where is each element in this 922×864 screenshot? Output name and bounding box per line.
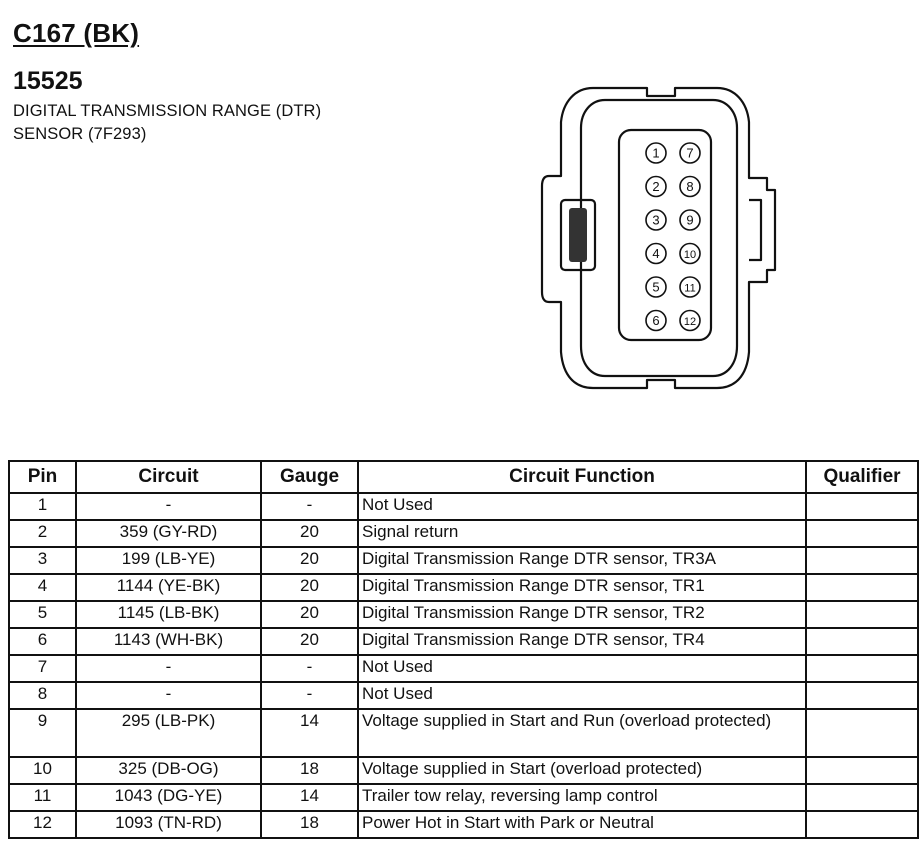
cell-gauge: 20 [261, 628, 358, 655]
table-row [9, 682, 918, 709]
connector-id: C167 (BK) [13, 18, 140, 48]
cell-function: Signal return [358, 520, 806, 547]
table-row [9, 655, 918, 682]
cell-circuit: 1145 (LB-BK) [76, 601, 261, 628]
description-line-2: SENSOR (7F293) [13, 125, 147, 143]
cell-gauge: 14 [261, 709, 358, 757]
cell-circuit: 295 (LB-PK) [76, 709, 261, 757]
cell-circuit: 199 (LB-YE) [76, 547, 261, 574]
pinout-table [8, 460, 919, 839]
cell-circuit: 1093 (TN-RD) [76, 811, 261, 838]
cell-pin: 5 [9, 601, 76, 628]
cell-qualifier [806, 682, 918, 709]
cell-function: Not Used [358, 655, 806, 682]
cell-circuit: 1143 (WH-BK) [76, 628, 261, 655]
pin-marker-6 [646, 311, 666, 331]
cell-gauge: - [261, 682, 358, 709]
table-row [9, 574, 918, 601]
cell-qualifier [806, 520, 918, 547]
cell-qualifier [806, 601, 918, 628]
pin-marker-label: 10 [683, 249, 697, 261]
cell-pin: 2 [9, 520, 76, 547]
pin-marker-12 [680, 311, 700, 331]
pin-marker-label: 5 [652, 279, 660, 295]
cell-function: Trailer tow relay, reversing lamp control [358, 784, 806, 811]
cell-circuit: 359 (GY-RD) [76, 520, 261, 547]
cell-gauge: 20 [261, 601, 358, 628]
pin-marker-9 [680, 210, 700, 230]
cell-pin: 7 [9, 655, 76, 682]
cell-qualifier [806, 655, 918, 682]
header-pin: Pin [9, 461, 76, 493]
cell-gauge: 18 [261, 811, 358, 838]
cell-function: Voltage supplied in Start and Run (overload protected) [358, 709, 806, 757]
cell-circuit: 1144 (YE-BK) [76, 574, 261, 601]
cell-function: Digital Transmission Range DTR sensor, TR1 [358, 574, 806, 601]
cell-qualifier [806, 757, 918, 784]
cell-gauge: 20 [261, 547, 358, 574]
cell-function: Digital Transmission Range DTR sensor, TR4 [358, 628, 806, 655]
cell-gauge: 20 [261, 574, 358, 601]
table-row [9, 784, 918, 811]
cell-pin: 10 [9, 757, 76, 784]
table-row [9, 520, 918, 547]
cell-gauge: 18 [261, 757, 358, 784]
pin-marker-label: 12 [683, 316, 697, 328]
pin-marker-label: 4 [652, 246, 660, 261]
cell-circuit: 1043 (DG-YE) [76, 784, 261, 811]
cell-function: Voltage supplied in Start (overload protected) [358, 757, 806, 784]
pin-cavity-face [619, 130, 711, 340]
cell-function: Digital Transmission Range DTR sensor, TR3A [358, 547, 806, 574]
cell-function: Power Hot in Start with Park or Neutral [358, 811, 806, 838]
cell-qualifier [806, 628, 918, 655]
connector-diagram [535, 80, 785, 400]
table-row [9, 547, 918, 574]
cell-circuit: 325 (DB-OG) [76, 757, 261, 784]
cell-qualifier [806, 574, 918, 601]
table-row [9, 709, 918, 757]
connector-inner-rim [581, 100, 737, 376]
cell-qualifier [806, 784, 918, 811]
table-row [9, 811, 918, 838]
pin-marker-7 [680, 143, 700, 163]
cell-circuit: - [76, 493, 261, 520]
cell-qualifier [806, 493, 918, 520]
pin-marker-label: 11 [684, 282, 696, 295]
pin-marker-3 [646, 210, 666, 230]
cell-function: Digital Transmission Range DTR sensor, TR2 [358, 601, 806, 628]
pin-marker-label: 8 [686, 179, 694, 194]
cell-qualifier [806, 709, 918, 757]
cell-pin: 9 [9, 709, 76, 757]
table-row [9, 757, 918, 784]
pin-marker-10 [680, 244, 700, 264]
pin-marker-label: 9 [686, 212, 694, 228]
cell-pin: 6 [9, 628, 76, 655]
table-row [9, 601, 918, 628]
cell-gauge: - [261, 493, 358, 520]
cell-gauge: 20 [261, 520, 358, 547]
cell-function: Not Used [358, 682, 806, 709]
pin-marker-5 [646, 277, 666, 297]
cell-gauge: - [261, 655, 358, 682]
cell-pin: 8 [9, 682, 76, 709]
cell-pin: 4 [9, 574, 76, 601]
header-gauge: Gauge [261, 461, 358, 493]
pin-marker-label: 1 [652, 145, 660, 161]
pin-marker-4 [646, 244, 666, 264]
table-header-row [9, 461, 918, 493]
cell-circuit: - [76, 655, 261, 682]
cell-gauge: 14 [261, 784, 358, 811]
cell-pin: 1 [9, 493, 76, 520]
cell-pin: 11 [9, 784, 76, 811]
header-circuit: Circuit [76, 461, 261, 493]
pin-marker-label: 2 [652, 179, 660, 194]
table-row [9, 628, 918, 655]
pin-markers [646, 143, 700, 331]
table-row [9, 493, 918, 520]
cell-circuit: - [76, 682, 261, 709]
cell-qualifier [806, 811, 918, 838]
pin-marker-label: 7 [686, 145, 694, 161]
pin-marker-label: 6 [652, 313, 660, 328]
cell-function: Not Used [358, 493, 806, 520]
part-number: 15525 [13, 67, 83, 95]
cell-qualifier [806, 547, 918, 574]
pin-marker-label: 3 [652, 212, 660, 228]
cell-pin: 3 [9, 547, 76, 574]
pin-marker-2 [646, 177, 666, 197]
cell-pin: 12 [9, 811, 76, 838]
pin-marker-8 [680, 177, 700, 197]
description-line-1: DIGITAL TRANSMISSION RANGE (DTR) [13, 102, 322, 120]
header-circuit-function: Circuit Function [358, 461, 806, 493]
header-qualifier: Qualifier [806, 461, 918, 493]
pin-marker-1 [646, 143, 666, 163]
pin-marker-11 [680, 277, 700, 297]
